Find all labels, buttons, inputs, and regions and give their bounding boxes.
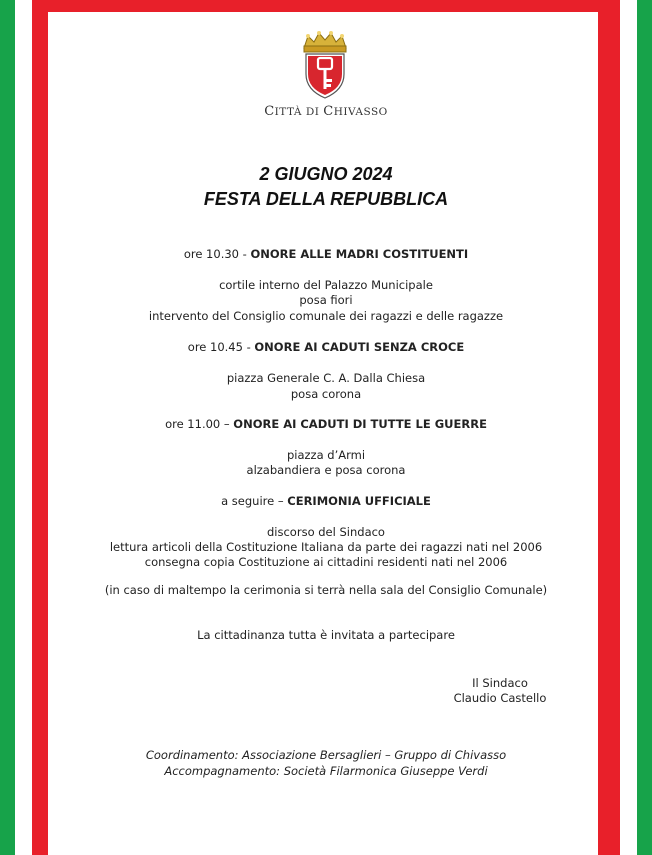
poster-sheet <box>48 12 598 855</box>
credit-coordination: Coordinamento: Associazione Bersaglieri – Gruppo di Chivasso <box>145 748 507 762</box>
program-detail: lettura articoli della Costituzione Italiana da parte dei ragazzi nati nel 2006 <box>109 540 543 554</box>
chivasso-crest-icon <box>300 30 350 100</box>
program-detail: posa fiori <box>299 293 353 307</box>
program-detail: piazza d’Armi <box>286 448 366 462</box>
invitation-text: La cittadinanza tutta è invitata a partecipare <box>197 628 455 642</box>
event-name: FESTA DELLA REPUBBLICA <box>203 189 449 209</box>
city-name: CITTÀ DI CHIVASSO <box>264 104 388 119</box>
program-item-4: a seguire – CERIMONIA UFFICIALE <box>221 494 431 508</box>
weather-note: (in caso di maltempo la cerimonia si terrà nella sala del Consiglio Comunale) <box>104 583 548 597</box>
credit-accompaniment: Accompagnamento: Società Filarmonica Giuseppe Verdi <box>164 764 488 778</box>
program-item-1: ore 10.30 - ONORE ALLE MADRI COSTITUENTI <box>183 247 469 261</box>
program-detail: alzabandiera e posa corona <box>246 463 406 477</box>
signature-name: Claudio Castello <box>453 691 547 705</box>
program-detail: intervento del Consiglio comunale dei ragazzi e delle ragazze <box>148 309 504 323</box>
signature-role: Il Sindaco <box>472 676 528 690</box>
program-detail: posa corona <box>290 387 362 401</box>
program-detail: discorso del Sindaco <box>267 525 385 539</box>
program-item-3: ore 11.00 – ONORE AI CADUTI DI TUTTE LE GUERRE <box>165 417 487 431</box>
event-date: 2 GIUGNO 2024 <box>259 164 393 184</box>
program-item-2: ore 10.45 - ONORE AI CADUTI SENZA CROCE <box>187 340 465 354</box>
program-detail: cortile interno del Palazzo Municipale <box>219 278 433 292</box>
program-detail: piazza Generale C. A. Dalla Chiesa <box>226 371 426 385</box>
program-detail: consegna copia Costituzione ai cittadini residenti nati nel 2006 <box>144 555 508 569</box>
